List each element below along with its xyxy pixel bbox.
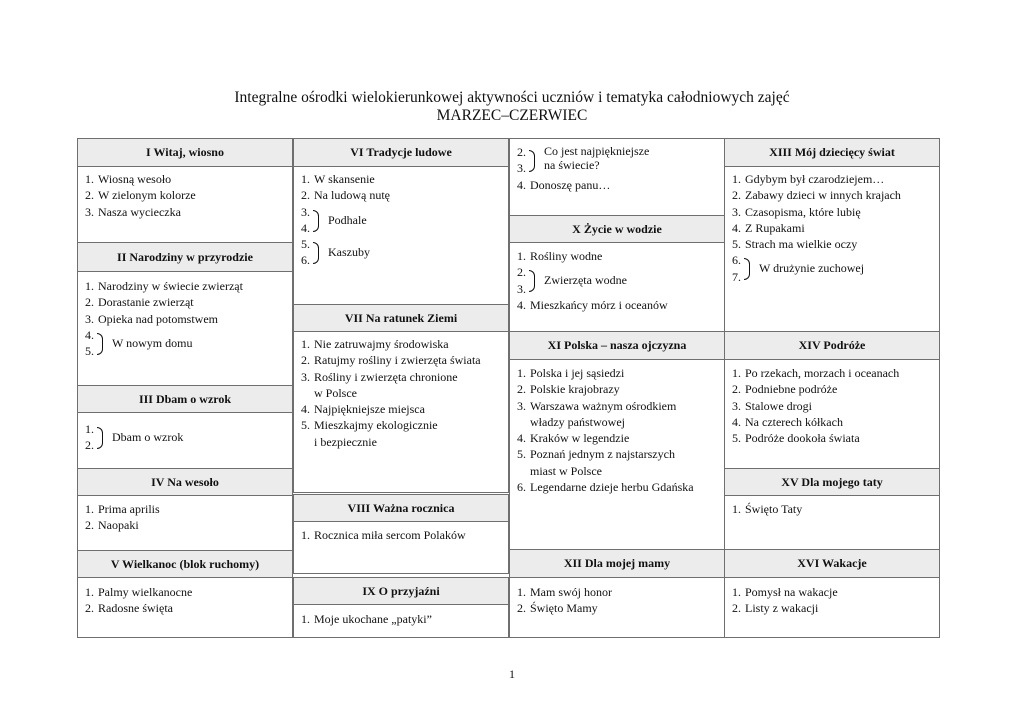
list-item: 1. Mam swój honor [517, 585, 612, 599]
list-item: 2. Święto Mamy [517, 601, 598, 616]
brace-icon [529, 150, 535, 172]
brace-icon [313, 210, 319, 232]
block-header-xvi: XVI Wakacje [724, 549, 940, 578]
brace-icon [97, 333, 103, 355]
block-body-ii [77, 271, 293, 386]
document-title: Integralne ośrodki wielokierunkowej aktywności uczniów i tematyka całodniowych zajęć [234, 89, 790, 106]
list-item: 1. Polska i jej sąsiedzi [517, 366, 625, 380]
list-item: 3. Nasza wycieczka [85, 204, 181, 219]
block-header-xiv: XIV Podróże [724, 331, 940, 360]
block-body-v [77, 577, 293, 638]
brace-icon [529, 270, 535, 292]
list-item: 3. Stalowe drogi [732, 398, 812, 413]
list-item: 6. Legendarne dzieje herbu Gdańska [517, 480, 694, 495]
column-4 [724, 138, 940, 638]
block-body-iv [77, 495, 293, 551]
page-number: 1 [509, 667, 515, 681]
block-header-vii: VII Na ratunek Ziemi [293, 304, 509, 332]
block-body-xii [509, 577, 725, 638]
column-1 [77, 138, 293, 638]
block-body-xiii [724, 166, 940, 332]
list-item: 3. Rośliny i zwierzęta chronione [301, 369, 458, 384]
list-item-continuation: i bezpiecznie [314, 434, 377, 449]
list-item-continuation: władzy państwowej [530, 414, 625, 429]
list-item: 2. Polskie krajobrazy [517, 382, 620, 397]
list-item: 1. Wiosną wesoło [85, 172, 172, 186]
list-item: 3. Warszawa ważnym ośrodkiem [517, 398, 677, 413]
list-item: 1. Rocznica miła sercom Polaków [301, 528, 466, 542]
list-item: 1. W skansenie [301, 172, 375, 186]
list-item: 4. Donoszę panu… [517, 177, 611, 192]
list-item: 2. Zabawy dzieci w innych krajach [732, 188, 901, 203]
block-header-ix: IX O przyjaźni [293, 577, 509, 605]
block-body-vii [293, 331, 509, 493]
list-item: 1. Palmy wielkanocne [85, 585, 193, 599]
block-body-xiv [724, 359, 940, 470]
grouped-items: 1. 2. Dbam o wzrok [85, 422, 184, 453]
block-body-ix [293, 604, 509, 638]
grouped-items: 4. 5. W nowym domu [85, 327, 193, 359]
list-item: 1. Po rzekach, morzach i oceanach [732, 366, 900, 380]
list-item: 5. Podróże dookoła świata [732, 431, 860, 446]
block-body-vi [293, 166, 509, 305]
document-subtitle: MARZEC–CZERWIEC [436, 107, 588, 124]
list-item: 1. Moje ukochane „patyki” [301, 612, 432, 626]
block-header-iv: IV Na wesoło [77, 468, 293, 496]
list-item: 1. Gdybym był czarodziejem… [732, 172, 885, 186]
list-item: 3. Czasopisma, które lubię [732, 204, 861, 219]
list-item: 2. W zielonym kolorze [85, 188, 196, 203]
grouped-items: 3. 4. Podhale [301, 204, 367, 235]
block-body-xv [724, 495, 940, 550]
block-header-xv: XV Dla mojego taty [724, 468, 940, 496]
grouped-items: 6. 7. W drużynie zuchowej [732, 253, 865, 284]
list-item: 5. Strach ma wielkie oczy [732, 237, 858, 252]
list-item: 2. Dorastanie zwierząt [85, 295, 194, 310]
list-item: 1. Nie zatruwajmy środowiska [301, 337, 449, 351]
block-header-xii: XII Dla mojej mamy [509, 549, 725, 578]
block-header-iii: III Dbam o wzrok [77, 385, 293, 413]
list-item: 5. Mieszkajmy ekologicznie [301, 418, 438, 433]
list-item: 4. Na czterech kółkach [732, 414, 843, 429]
block-body-x [509, 242, 725, 332]
list-item: 2. Radosne święta [85, 601, 173, 616]
block-header-viii: VIII Ważna rocznica [293, 494, 509, 522]
block-header-ii: II Narodziny w przyrodzie [77, 242, 293, 272]
list-item: 2. Na ludową nutę [301, 188, 390, 203]
list-item: 5. Poznań jednym z najstarszych [517, 447, 675, 462]
grouped-items: 2. 3. Co jest najpiękniejsze na świecie? [517, 144, 650, 176]
list-item: 2. Listy z wakacji [732, 601, 819, 616]
list-item-continuation: w Polsce [314, 385, 357, 400]
block-header-xiii: XIII Mój dziecięcy świat [724, 138, 940, 167]
block-header-vi: VI Tradycje ludowe [293, 138, 509, 167]
block-header-v: V Wielkanoc (blok ruchomy) [77, 550, 293, 578]
column-2 [293, 138, 509, 638]
brace-icon [744, 258, 750, 280]
block-body-xi [509, 359, 725, 550]
block-body-viii [293, 521, 509, 574]
list-item-continuation: miast w Polsce [530, 463, 602, 478]
list-item: 2. Naopaki [85, 518, 139, 533]
list-item: 4. Z Rupakami [732, 220, 805, 235]
list-item: 4. Mieszkańcy mórz i oceanów [517, 297, 668, 312]
list-item: 1. Święto Taty [732, 502, 803, 516]
block-body-i [77, 166, 293, 243]
block-body-iii [77, 412, 293, 469]
brace-icon [97, 427, 103, 449]
list-item: 2. Podniebne podróże [732, 382, 838, 397]
block-header-xi: XI Polska – nasza ojczyzna [509, 331, 725, 360]
list-item: 1. Narodziny w świecie zwierząt [85, 279, 243, 293]
grouped-items: 2. 3. Zwierzęta wodne [517, 265, 627, 296]
block-body-ix-continued [509, 138, 725, 216]
block-body-xvi [724, 577, 940, 638]
list-item: 2. Ratujmy rośliny i zwierzęta świata [301, 353, 481, 368]
block-header-i: I Witaj, wiosno [77, 138, 293, 167]
list-item: 3. Opieka nad potomstwem [85, 311, 218, 326]
grouped-items: 5. 6. Kaszuby [301, 237, 370, 268]
column-3 [509, 138, 725, 638]
list-item: 1. Prima aprilis [85, 502, 160, 516]
list-item: 1. Rośliny wodne [517, 249, 603, 263]
list-item: 4. Najpiękniejsze miejsca [301, 402, 425, 417]
list-item: 1. Pomysł na wakacje [732, 585, 838, 599]
block-header-x: X Życie w wodzie [509, 215, 725, 243]
brace-icon [313, 242, 319, 264]
list-item: 4. Kraków w legendzie [517, 431, 630, 446]
